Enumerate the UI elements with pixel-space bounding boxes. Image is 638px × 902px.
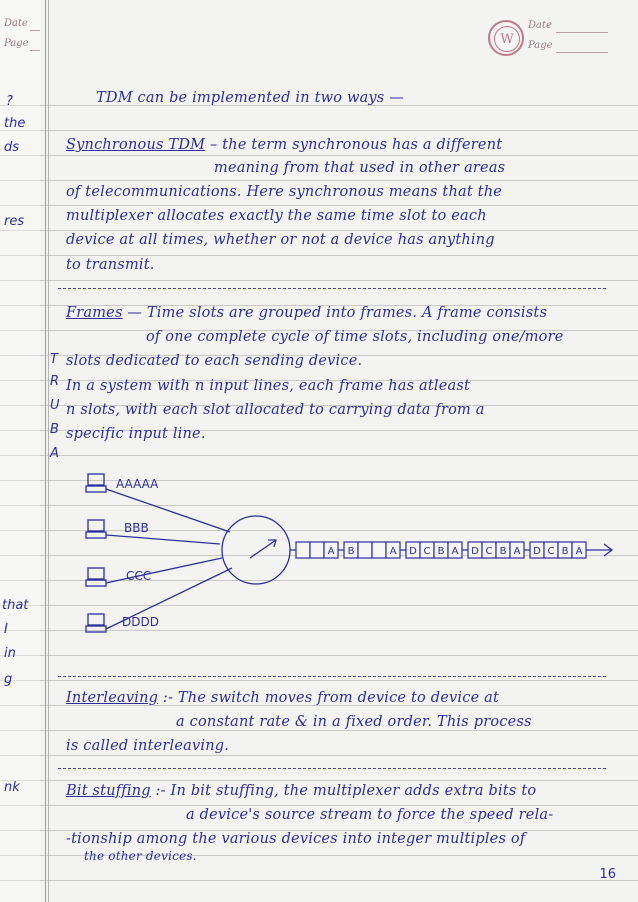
date-label-right: Date (528, 20, 552, 31)
time-slot-label: B (347, 546, 355, 557)
page-rule-left (30, 50, 40, 51)
device-a-icon (86, 474, 106, 492)
term-synchronous-tdm: Synchronous TDM (66, 137, 206, 153)
stream-label-c: CCC (126, 569, 152, 583)
time-slot-label: D (409, 546, 417, 557)
frame-4 (530, 542, 586, 558)
term-frames: Frames (66, 305, 123, 321)
time-slot-label: C (547, 546, 555, 557)
stream-label-a: AAAAA (116, 477, 159, 491)
page-number: 16 (599, 867, 616, 882)
margin-fragment: ? (6, 94, 13, 109)
time-slot-label: A (389, 546, 397, 557)
time-slot (310, 542, 324, 558)
section-divider (58, 768, 606, 770)
section-divider (58, 288, 606, 290)
paragraph-line: -tionship among the various devices into integer multiples of (66, 831, 526, 847)
frame-1 (344, 542, 400, 558)
device-c-icon (86, 568, 106, 586)
paragraph-line: In a system with n input lines, each frame has atleast (66, 378, 471, 394)
tdm-frame-diagram (80, 462, 620, 652)
margin-fragment: res (4, 214, 25, 229)
margin-fragment: nk (4, 780, 20, 795)
paragraph-line: is called interleaving. (66, 738, 230, 754)
margin-fragment: ds (4, 140, 20, 155)
multiplexer-switch-icon (222, 516, 290, 584)
device-d-icon (86, 614, 106, 632)
paragraph-line: a device's source stream to force the speed rela- (186, 807, 554, 823)
page-label-left: Page (4, 38, 29, 49)
paragraph-line: Interleaving :- The switch moves from device to device at (66, 690, 500, 706)
margin-letter: U (50, 398, 60, 413)
margin-line-inner (48, 0, 49, 902)
term-interleaving: Interleaving (66, 690, 159, 706)
previous-page-edge (0, 0, 40, 902)
paragraph-line: of one complete cycle of time slots, including one/more (146, 329, 564, 345)
frame-0 (296, 542, 338, 558)
stream-label-d: DDDD (122, 615, 159, 629)
term-bit-stuffing: Bit stuffing (66, 783, 151, 799)
time-slot-label: B (499, 546, 507, 557)
paragraph-line: slots dedicated to each sending device. (66, 353, 363, 369)
margin-letter: B (50, 422, 59, 437)
margin-letter: R (50, 374, 60, 389)
paragraph-line: Bit stuffing :- In bit stuffing, the multiplexer adds extra bits to (66, 783, 537, 799)
notebook-logo-icon (488, 20, 524, 56)
margin-fragment: that (2, 598, 29, 613)
date-label-left: Date (4, 18, 28, 29)
section-divider (58, 676, 606, 678)
margin-fragment: g (4, 672, 13, 687)
time-slot-label: C (423, 546, 431, 557)
time-slot-label: B (561, 546, 569, 557)
time-slot-label: A (327, 546, 335, 557)
time-slot (358, 542, 372, 558)
date-rule-left (30, 30, 40, 31)
margin-line (45, 0, 46, 902)
paragraph-line: device at all times, whether or not a device has anything (66, 232, 495, 248)
time-slot-label: A (451, 546, 459, 557)
margin-fragment: I (4, 622, 8, 637)
time-slot (372, 542, 386, 558)
margin-letter: T (50, 352, 58, 367)
device-b-icon (86, 520, 106, 538)
frame-2 (406, 542, 462, 558)
paragraph-line: Frames — Time slots are grouped into frames. A frame consists (66, 305, 548, 321)
paragraph-line: Synchronous TDM – the term synchronous has a different (66, 137, 503, 153)
time-slot-label: A (513, 546, 521, 557)
paragraph-line: multiplexer allocates exactly the same time slot to each (66, 208, 487, 224)
logo-letter: W (500, 32, 514, 47)
paragraph-line: n slots, with each slot allocated to carrying data from a (66, 402, 485, 418)
margin-fragment: the (4, 116, 26, 131)
page-label-right: Page (528, 40, 553, 51)
paragraph-line: meaning from that used in other areas (214, 160, 506, 176)
time-slot-label: B (437, 546, 445, 557)
time-slot-label: C (485, 546, 493, 557)
page-rule-right (556, 52, 608, 53)
stream-label-b: BBB (124, 521, 149, 535)
paragraph-line: a constant rate & in a fixed order. This process (176, 714, 532, 730)
time-slot-label: D (533, 546, 541, 557)
margin-letter: A (50, 446, 59, 461)
paragraph-line: specific input line. (66, 426, 206, 442)
page-heading: TDM can be implemented in two ways — (96, 90, 404, 106)
paragraph-line: to transmit. (66, 257, 155, 273)
margin-fragment: in (4, 646, 16, 661)
paragraph-line: the other devices. (84, 849, 197, 863)
date-rule-right (556, 32, 608, 33)
time-slot (296, 542, 310, 558)
time-slot-label: D (471, 546, 479, 557)
frame-3 (468, 542, 524, 558)
paragraph-line: of telecommunications. Here synchronous means that the (66, 184, 503, 200)
time-slot-label: A (575, 546, 583, 557)
